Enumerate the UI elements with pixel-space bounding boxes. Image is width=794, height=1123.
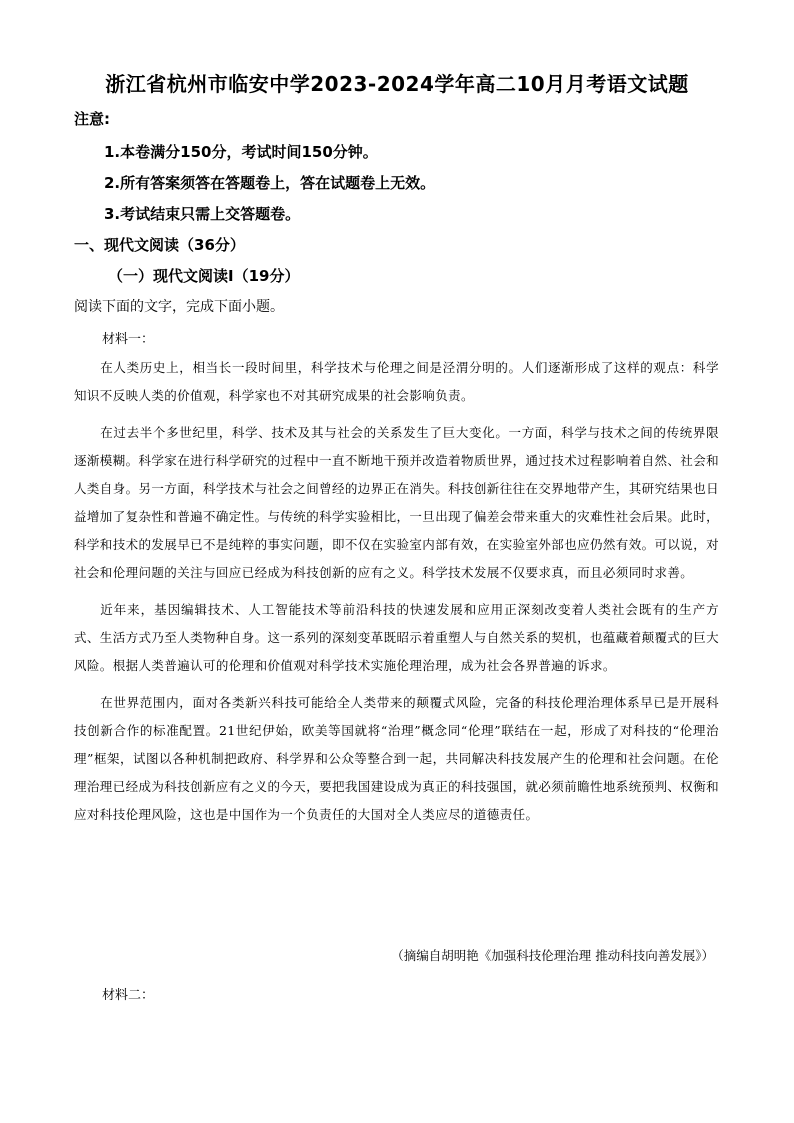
source-citation: （摘编自胡明艳《加强科技伦理治理 推动科技向善发展》） bbox=[391, 948, 714, 963]
paragraph: 在过去半个多世纪里，科学、技术及其与社会的关系发生了巨大变化。一方面，科学与技术之间的传统界限逐渐模糊。科学家在进行科学研究的过程中一直不断地干预并改造着物质世界，通过技术过程影响着自然、社会和人类自身。另一方面，科学技术与社会之间曾经的边界正在消失。科技创新往往在交界地带产生，其研究结果也日益增加了复杂性和普遍不确定性。与传统的科学实验相比，一旦出现了偏差会带来重大的灾难性社会后果。此时，科学和技术的发展早已不是纯粹的事实问题，即不仅在实验室内部有效，在实验室外部也应仍然有效。可以说，对社会和伦理问题的关注与回应已经成为科技创新的应有之义。科学技术发展不仅要求真，而且必须同时求善。 bbox=[74, 425, 720, 580]
page-title: 浙江省杭州市临安中学2023-2024学年高二10月月考语文试题 bbox=[105, 72, 689, 96]
notice-item: 2.所有答案须答在答题卷上，答在试题卷上无效。 bbox=[104, 174, 436, 192]
notice-item: 1.本卷满分150分，考试时间150分钟。 bbox=[104, 143, 378, 161]
paragraph: 近年来，基因编辑技术、人工智能技术等前沿科技的快速发展和应用正深刻改变着人类社会既有的生产方式、生活方式乃至人类物种自身。这一系列的深刻变革既昭示着重塑人与自然关系的契机，也蕴藏着颠覆式的巨大风险。根据人类普遍认可的伦理和价值观对科学技术实施伦理治理，成为社会各界普遍的诉求。 bbox=[74, 602, 720, 673]
subsection-heading: （一）现代文阅读Ⅰ（19分） bbox=[108, 267, 300, 285]
material-two-label: 材料二： bbox=[102, 988, 155, 1003]
notice-item: 3.考试结束只需上交答题卷。 bbox=[104, 205, 301, 223]
material-one-label: 材料一： bbox=[102, 332, 155, 347]
notice-heading: 注意: bbox=[74, 110, 110, 128]
section-heading: 一、现代文阅读（36分） bbox=[74, 236, 245, 254]
material-one-body bbox=[74, 354, 719, 838]
paragraph: 在人类历史上，相当长一段时间里，科学技术与伦理之间是泾渭分明的。人们逐渐形成了这样的观点：科学知识不反映人类的价值观，科学家也不对其研究成果的社会影响负责。 bbox=[74, 360, 719, 403]
reading-instruction: 阅读下面的文字，完成下面小题。 bbox=[74, 299, 284, 315]
paragraph: 在世界范围内，面对各类新兴科技可能给全人类带来的颠覆式风险，完备的科技伦理治理体系早已是开展科技创新合作的标准配置。21世纪伊始，欧美等国就将“治理”概念同“伦理”联结在一起，形成了对科技的“伦理治理”框架，试图以各种机制把政府、科学界和公众等整合到一起，共同解决科技发展产生的伦理和社会问题。在伦理治理已经成为科技创新应有之义的今天，要把我国建设成为真正的科技强国，就必须前瞻性地系统预判、权衡和应对科技伦理风险，这也是中国作为一个负责任的大国对全人类应尽的道德责任。 bbox=[74, 695, 720, 822]
